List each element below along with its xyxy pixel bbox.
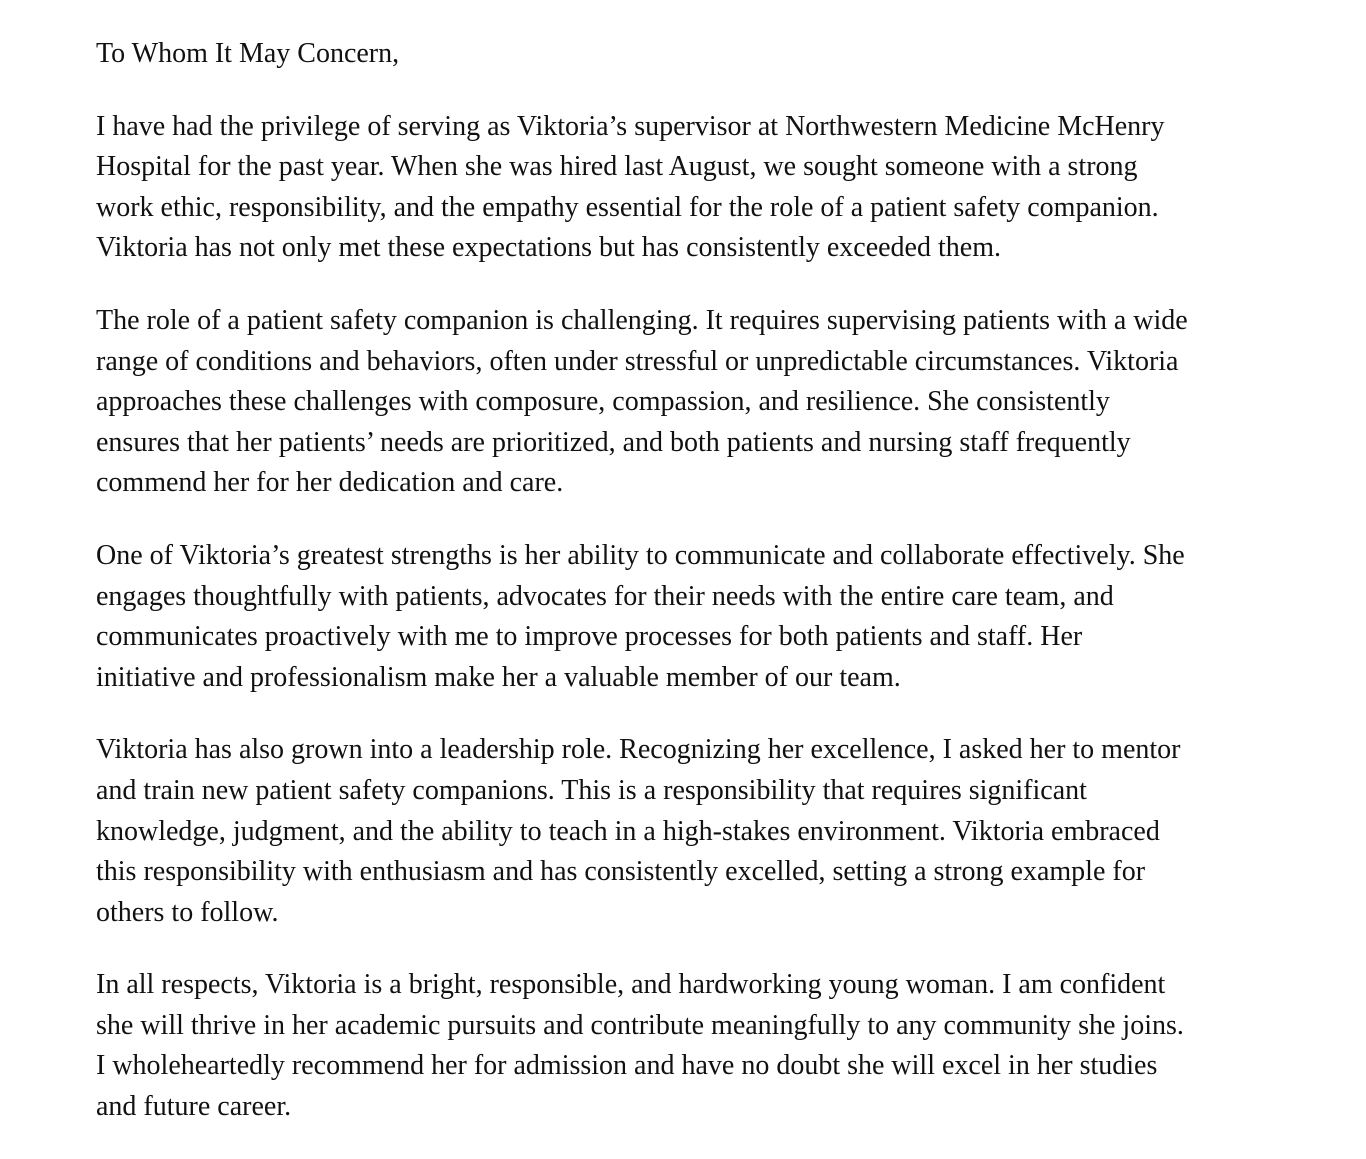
paragraph-line: knowledge, judgment, and the ability to teach in a high-stakes environment. Viktoria embraced (96, 815, 1160, 847)
paragraph-2 (96, 301, 1336, 504)
paragraph-line: ensures that her patients’ needs are prioritized, and both patients and nursing staff frequently (96, 426, 1131, 458)
paragraph-line: work ethic, responsibility, and the empathy essential for the role of a patient safety companion. (96, 191, 1159, 223)
paragraph-line: Viktoria has also grown into a leadership role. Recognizing her excellence, I asked her to mentor (96, 734, 1181, 766)
paragraph-line: initiative and professionalism make her a valuable member of our team. (96, 661, 901, 693)
paragraph-line: I wholeheartedly recommend her for admission and have no doubt she will excel in her studies (96, 1050, 1158, 1082)
paragraph-line: commend her for her dedication and care. (96, 467, 564, 499)
paragraph-line: and train new patient safety companions. This is a responsibility that requires significant (96, 774, 1087, 806)
paragraph-line: others to follow. (96, 896, 279, 928)
paragraph-1 (96, 107, 1336, 269)
paragraph-line: Hospital for the past year. When she was hired last August, we sought someone with a strong (96, 151, 1138, 183)
paragraph-line: The role of a patient safety companion is challenging. It requires supervising patients with a wide (96, 304, 1188, 336)
paragraph-line: range of conditions and behaviors, often under stressful or unpredictable circumstances. Viktoria (96, 345, 1179, 377)
paragraph-4 (96, 730, 1336, 933)
paragraph-line: she will thrive in her academic pursuits and contribute meaningfully to any community she joins. (96, 1009, 1184, 1041)
paragraph-line: communicates proactively with me to improve processes for both patients and staff. Her (96, 621, 1083, 653)
salutation: To Whom It May Concern, (96, 38, 400, 69)
paragraph-line: this responsibility with enthusiasm and has consistently excelled, setting a strong example for (96, 856, 1146, 888)
paragraph-line: and future career. (96, 1091, 292, 1123)
paragraph-5 (96, 965, 1336, 1127)
letter-body (96, 34, 1336, 1128)
paragraph-line: In all respects, Viktoria is a bright, responsible, and hardworking young woman. I am confident (96, 969, 1166, 1001)
paragraph-3 (96, 536, 1336, 698)
paragraph-line: I have had the privilege of serving as Viktoria’s supervisor at Northwestern Medicine McHenry (96, 110, 1165, 142)
paragraph-line: One of Viktoria’s greatest strengths is her ability to communicate and collaborate effectively. She (96, 539, 1185, 571)
paragraph-line: engages thoughtfully with patients, advocates for their needs with the entire care team, and (96, 580, 1114, 612)
paragraph-line: Viktoria has not only met these expectations but has consistently exceeded them. (96, 232, 1001, 264)
paragraph-line: approaches these challenges with composure, compassion, and resilience. She consistently (96, 386, 1110, 418)
